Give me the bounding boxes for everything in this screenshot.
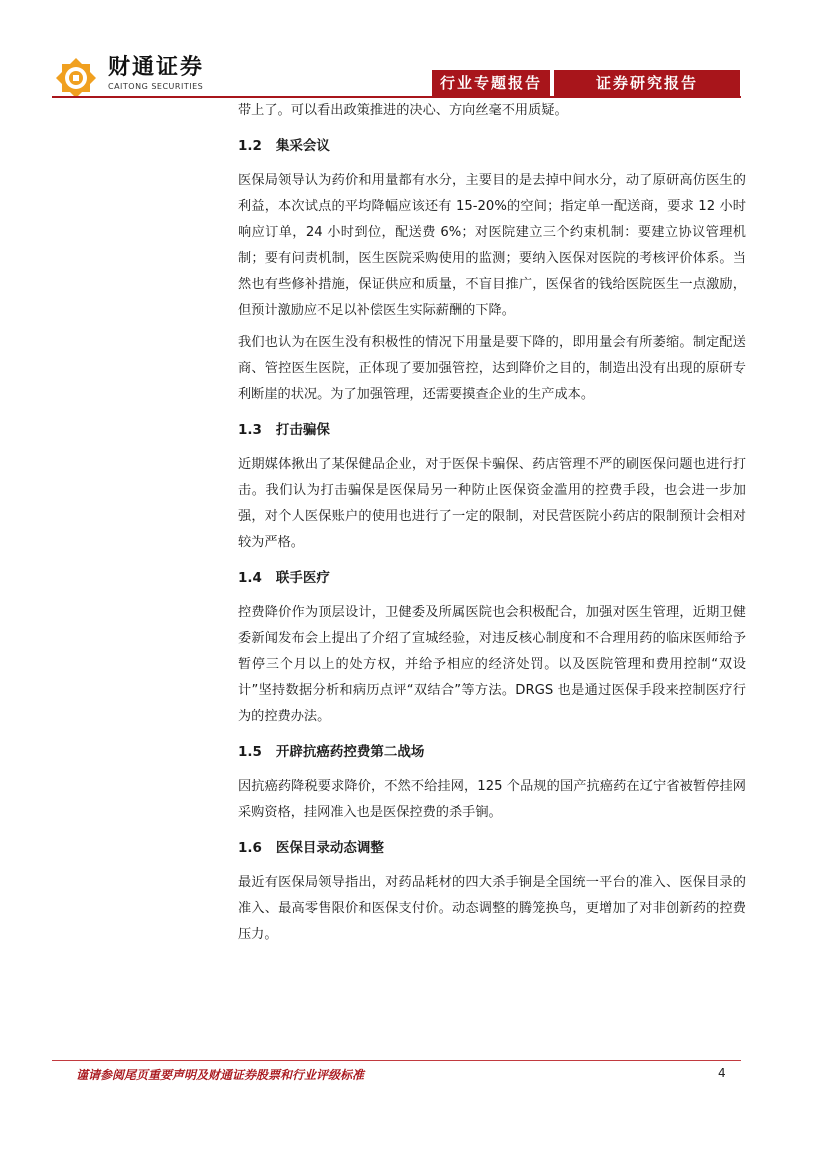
section-number: 1.2 (238, 138, 262, 154)
section-title: 集采会议 (275, 138, 330, 154)
section-title: 联手医疗 (275, 570, 330, 586)
section-heading (238, 568, 746, 588)
section-title: 医保目录动态调整 (275, 840, 384, 856)
page-header (0, 0, 827, 100)
paragraph: 最近有医保局领导指出，对药品耗材的四大杀手锏是全国统一平台的准入、医保目录的准入、最高零售限价和医保支付价。动态调整的腾笼换鸟，更增加了对非创新药的控费压力。 (238, 875, 746, 942)
paragraph: 控费降价作为顶层设计，卫健委及所属医院也会积极配合，加强对医生管理，近期卫健委新闻发布会上提出了介绍了宣城经验，对违反核心制度和不合理用药的临床医师给予暂停三个月以上的处方权，并给予相应的经济处罚。以及医院管理和费用控制“双设计”坚持数据分析和病历点评“双结合”等方法。DRGS 也是通过医保手段来控制医疗行为的控费办法。 (238, 605, 746, 724)
paragraph: 近期媒体揪出了某保健品企业，对于医保卡骗保、药店管理不严的刷医保问题也进行打击。我们认为打击骗保是医保局另一种防止医保资金滥用的控费手段，也会进一步加强，对个人医保账户的使用也进行了一定的限制，对民营医院小药店的限制预计会相对较为严格。 (238, 457, 746, 550)
section-number: 1.4 (238, 570, 262, 586)
section-number: 1.3 (238, 422, 262, 438)
section-heading (238, 838, 746, 858)
brand-name-cn: 财通证券 (108, 55, 205, 80)
brand (108, 56, 204, 92)
caitong-logo-icon (52, 54, 100, 102)
paragraph: 因抗癌药降税要求降价，不然不给挂网，125 个品规的国产抗癌药在辽宁省被暂停挂网采购资格，挂网准入也是医保控费的杀手锏。 (238, 779, 746, 820)
report-body (238, 98, 746, 954)
tab-securities-research: 证券研究报告 (554, 70, 740, 96)
paragraph: 我们也认为在医生没有积极性的情况下用量是要下降的，即用量会有所萎缩。制定配送商、管控医生医院，正体现了要加强管控，达到降价之目的，制造出没有出现的原研专利断崖的状况。为了加强管理，还需要摸查企业的生产成本。 (238, 335, 746, 402)
section-title: 开辟抗癌药控费第二战场 (275, 744, 425, 760)
section-number: 1.6 (238, 840, 262, 856)
paragraph: 医保局领导认为药价和用量都有水分，主要目的是去掉中间水分，动了原研高仿医生的利益，本次试点的平均降幅应该还有 15-20%的空间；指定单一配送商，要求 12 小时响应订单，24 小时到位，配送费 6%；对医院建立三个约束机制：要建立协议管理机制；要有问责机制，医生医院采购使用的监测；要纳入医保对医院的考核评价体系。当然也有些修补措施，保证供应和质量，不盲目推广，医保省的钱给医院医生一点激励，但预计激励应不足以补偿医生实际薪酬的下降。 (238, 173, 746, 318)
section-heading (238, 136, 746, 156)
report-type-tabs (432, 70, 740, 96)
brand-name-en: CAITONG SECURITIES (108, 82, 204, 91)
section-heading (238, 420, 746, 440)
footer-divider (52, 1060, 741, 1061)
tab-industry-report: 行业专题报告 (432, 70, 550, 96)
section-number: 1.5 (238, 744, 262, 760)
footer-disclaimer: 谨请参阅尾页重要声明及财通证券股票和行业评级标准 (76, 1068, 365, 1082)
section-title: 打击骗保 (275, 422, 330, 438)
section-heading (238, 742, 746, 762)
paragraph: 带上了。可以看出政策推进的决心、方向丝毫不用质疑。 (238, 103, 568, 118)
page-number: 4 (718, 1066, 726, 1080)
